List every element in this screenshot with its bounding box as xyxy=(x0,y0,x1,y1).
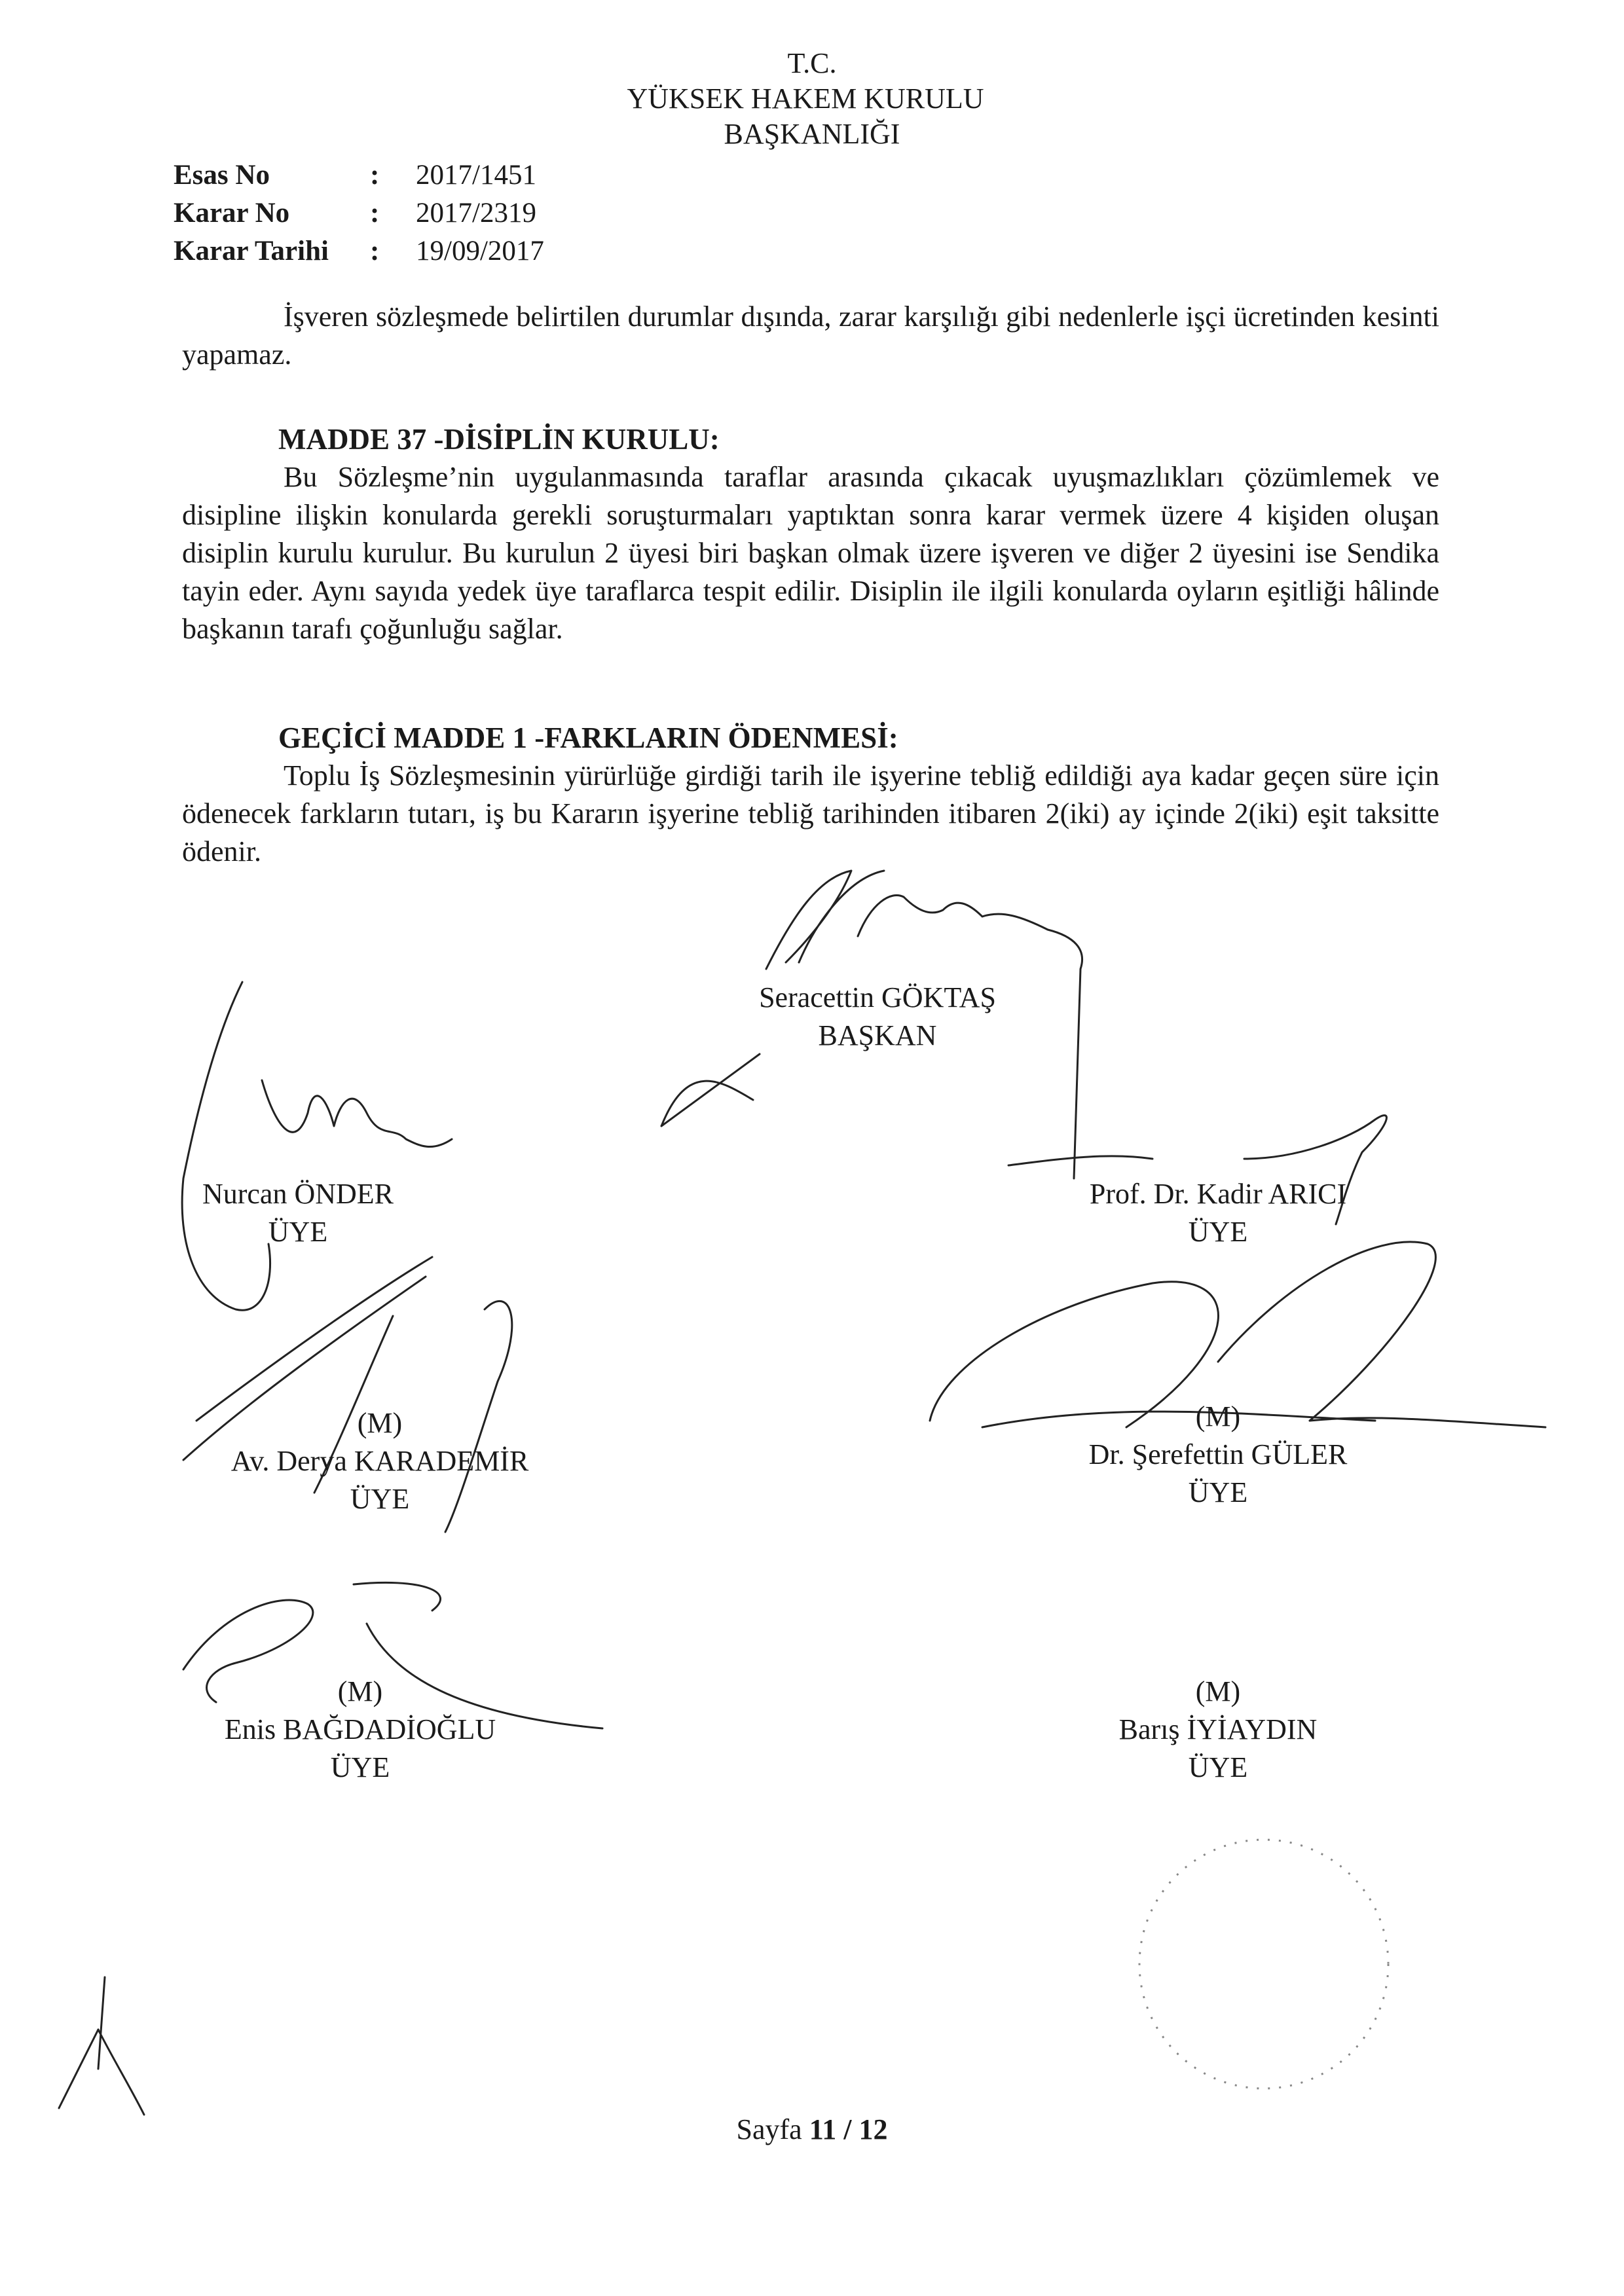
meta-value: 2017/1451 xyxy=(416,160,536,191)
meta-separator: : xyxy=(370,236,380,266)
signatory-baskan xyxy=(707,979,1048,1055)
page-number: 11 / 12 xyxy=(809,2113,888,2145)
meta-label: Esas No xyxy=(174,160,270,191)
header-institution: YÜKSEK HAKEM KURULU xyxy=(627,82,984,115)
signatory-mark: (M) xyxy=(337,1675,383,1707)
seal-stamp xyxy=(1139,1840,1388,2088)
page-footer xyxy=(0,2111,1624,2148)
signatory-role: ÜYE xyxy=(1188,1751,1248,1783)
meta-separator: : xyxy=(370,198,380,228)
meta-label: Karar No xyxy=(174,198,290,228)
meta-karar-tarihi xyxy=(174,232,544,271)
signatory-mark: (M) xyxy=(1195,1400,1241,1432)
signatory-mark: (M) xyxy=(357,1407,403,1439)
signature-initials xyxy=(59,1977,144,2115)
signatory-role: ÜYE xyxy=(350,1483,410,1515)
signatory-name: Barış İYİAYDIN xyxy=(1118,1713,1318,1745)
signatory-name: Dr. Şerefettin GÜLER xyxy=(1088,1438,1348,1470)
meta-label: Karar Tarihi xyxy=(174,236,329,266)
page-prefix: Sayfa xyxy=(736,2113,802,2145)
signature-baskan-tail xyxy=(661,1054,760,1126)
signatory-name: Nurcan ÖNDER xyxy=(202,1178,394,1210)
signatory-mark: (M) xyxy=(1195,1675,1241,1707)
intro-paragraph: İşveren sözleşmede belirtilen durumlar dışında, zarar karşılığı gibi nedenlerle işçi ücretinden kesinti yapamaz. xyxy=(182,301,1439,371)
header-tc: T.C. xyxy=(787,47,837,79)
madde-37-heading: MADDE 37 -DİSİPLİN KURULU: xyxy=(278,423,720,456)
gecici-madde-paragraph: Toplu İş Sözleşmesinin yürürlüğe girdiği tarih ile işyerine tebliğ edildiği aya kadar geçen süre için ödenecek farkların tutarı, iş bu Kararın işyerine tebliğ tarihinden itibaren 2(iki) ay içinde 2(iki) eşit taksitte ödenir. xyxy=(182,759,1439,867)
signatory-role: ÜYE xyxy=(1188,1216,1248,1248)
signatory-name: Enis BAĞDADİOĞLU xyxy=(224,1713,496,1745)
gecici-madde-heading: GEÇİCİ MADDE 1 -FARKLARIN ÖDENMESİ: xyxy=(278,721,898,754)
meta-esas-no xyxy=(174,156,536,195)
signatory-role: ÜYE xyxy=(1188,1476,1248,1508)
signatory-arici xyxy=(1035,1175,1401,1251)
signatory-onder xyxy=(167,1175,429,1251)
meta-value: 19/09/2017 xyxy=(416,236,544,266)
signatory-role: ÜYE xyxy=(330,1751,390,1783)
signatory-name: Av. Derya KARADEMİR xyxy=(231,1445,529,1477)
signature-onder xyxy=(182,982,452,1310)
signatory-role: BAŞKAN xyxy=(818,1019,937,1051)
signatory-name: Seracettin GÖKTAŞ xyxy=(759,981,996,1013)
meta-separator: : xyxy=(370,160,380,191)
header-office: BAŞKANLIĞI xyxy=(724,118,900,150)
signatory-karademir xyxy=(177,1404,583,1518)
meta-karar-no xyxy=(174,194,536,233)
signatory-guler xyxy=(1035,1398,1401,1512)
signatory-role: ÜYE xyxy=(268,1216,328,1248)
meta-value: 2017/2319 xyxy=(416,198,536,228)
signatory-name: Prof. Dr. Kadir ARICI xyxy=(1089,1178,1347,1210)
signatory-iyiaydin xyxy=(1048,1673,1388,1787)
madde-37-paragraph: Bu Sözleşme’nin uygulanmasında taraflar arasında çıkacak uyuşmazlıkları çözümlemek ve disipline ilişkin konularda gerekli soruşturmaları yaptıktan sonra karar vermek üzere 4 kişiden oluşan disiplin kurulu kurulur. Bu kurulun 2 üyesi biri başkan olmak üzere işveren ve diğer 2 üyesini ise Sendika tayin eder. Aynı sayıda yedek üye taraflarca tespit edilir. Disiplin ile ilgili konularda oyların eşitliği hâlinde başkanın tarafı çoğunluğu sağlar. xyxy=(182,461,1439,645)
signatory-bagdadioglu xyxy=(170,1673,550,1787)
